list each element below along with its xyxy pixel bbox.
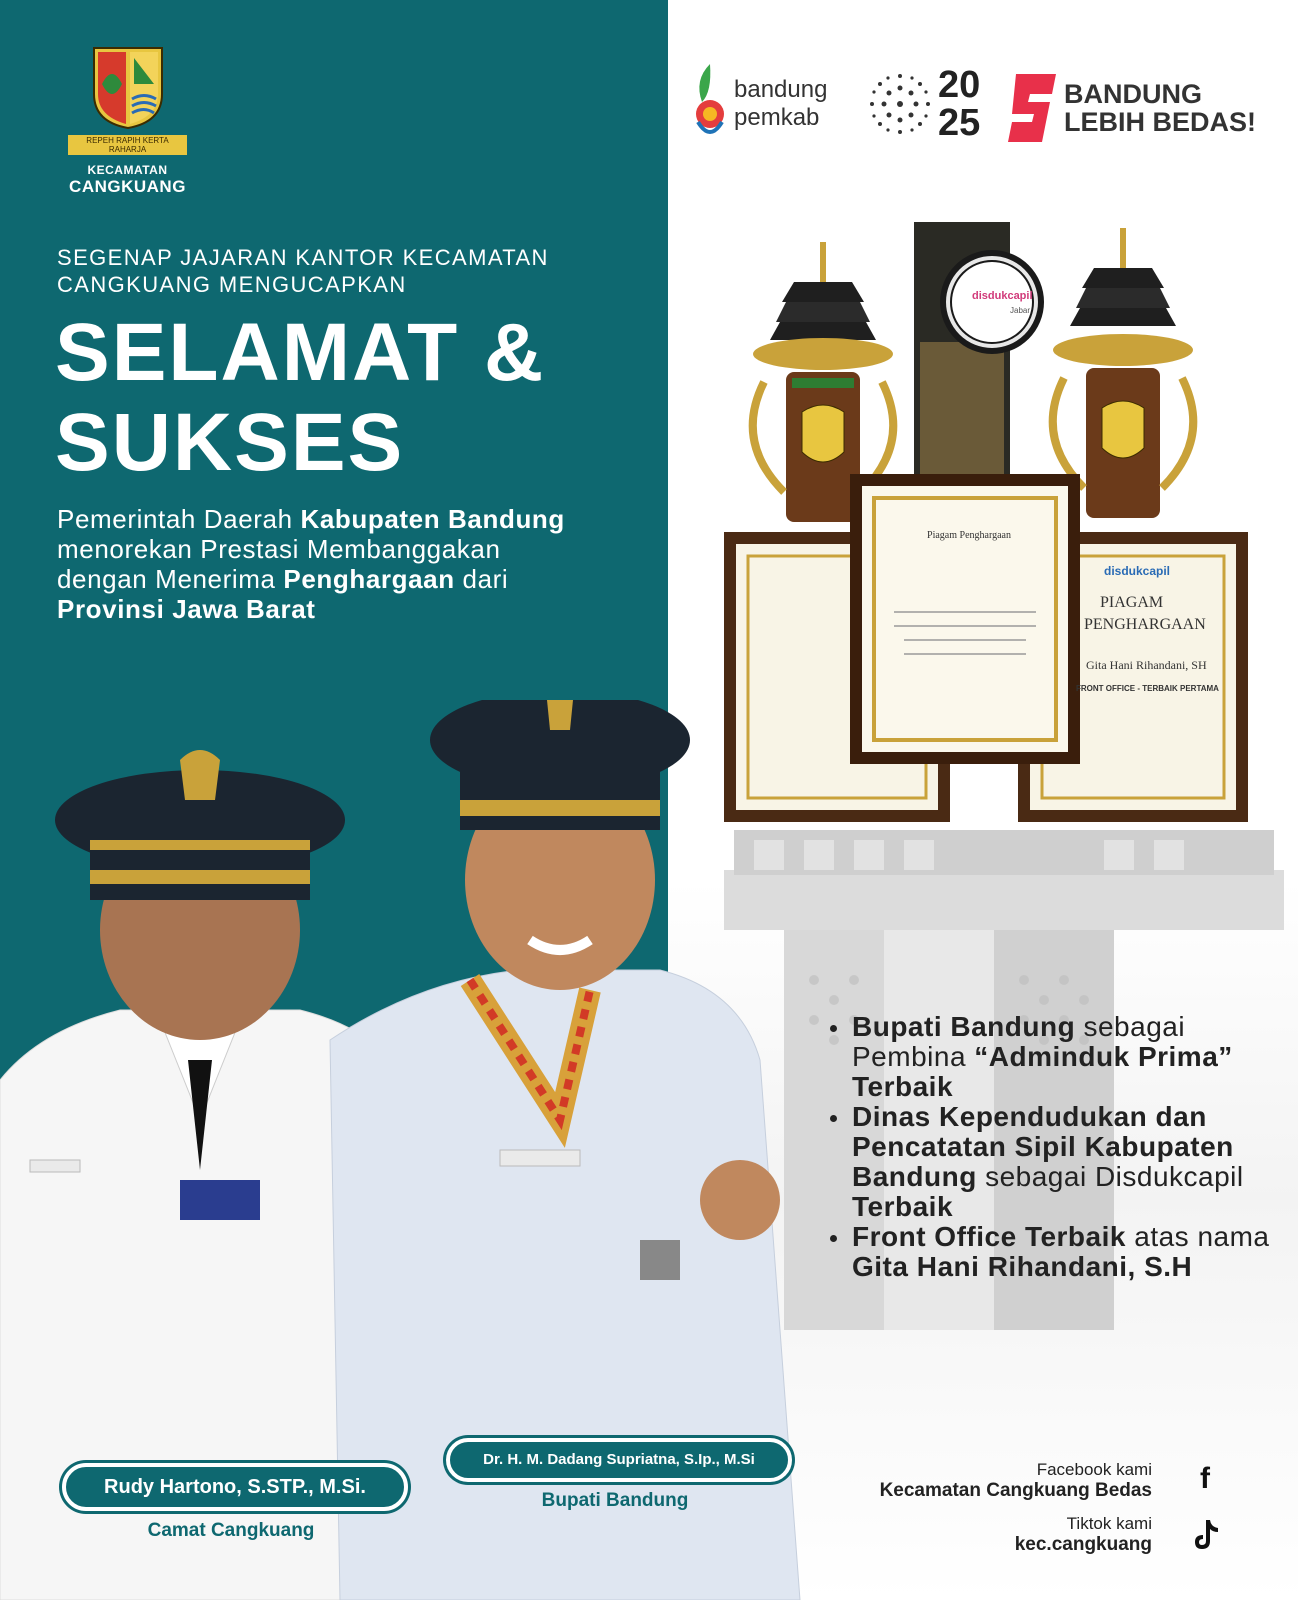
achievement-bold: Front Office Terbaik (852, 1221, 1126, 1252)
subtext-bold1: Kabupaten Bandung (300, 504, 565, 534)
achievement-text: atas nama (1125, 1221, 1270, 1252)
headline-line1: SELAMAT & (55, 307, 546, 398)
headline (55, 308, 545, 488)
logo-kecamatan-label: KECAMATAN (87, 163, 168, 177)
pemkab-label: pemkab (734, 104, 820, 131)
trophy-sub-label: Jabar (1010, 306, 1031, 315)
greeting-line1: SEGENAP JAJARAN KANTOR KECAMATAN (57, 245, 549, 270)
right-frame-category: FRONT OFFICE - TERBAIK PERTAMA (1076, 684, 1219, 693)
year-top-label: 20 (938, 64, 981, 106)
bedas-line1-label: BANDUNG (1064, 79, 1202, 109)
subtext-part4: dari (454, 564, 509, 594)
tiktok-label: Tiktok kami (1066, 1514, 1152, 1533)
subtext-part2: menorekan Prestasi Membanggakan (57, 534, 501, 564)
trophy-brand-label: disdukcapil (972, 290, 1033, 302)
center-frame-title: Piagam Penghargaan (927, 530, 1011, 541)
facebook-label: Facebook kami (1036, 1460, 1152, 1479)
bandung-label: bandung (734, 76, 828, 103)
logo-cangkuang-label: CANGKUANG (69, 177, 186, 196)
bandung-pemkab-leaf-icon (690, 62, 730, 144)
left-name-plate: Rudy Hartono, S.STP., M.Si. (62, 1463, 408, 1511)
kecamatan-logo (60, 44, 195, 197)
subtext-bold2: Penghargaan (283, 564, 455, 594)
facebook-handle[interactable]: Kecamatan Cangkuang Bedas (879, 1480, 1152, 1501)
achievement-bold: Terbaik (852, 1191, 954, 1222)
achievement-bold: Bupati Bandung (852, 1011, 1076, 1042)
year-bottom-label: 25 (938, 102, 981, 144)
tiktok-info (1015, 1514, 1152, 1556)
bedas-line2-label: LEBIH BEDAS! (1064, 107, 1257, 137)
left-role-label: Camat Cangkuang (147, 1520, 315, 1541)
center-certificate-frame (850, 474, 1080, 764)
right-frame-title1: PIAGAM (1100, 594, 1164, 611)
greeting-line2: CANGKUANG MENGUCAPKAN (57, 272, 407, 297)
right-name-plate: Dr. H. M. Dadang Supriatna, S.Ip., M.Si (446, 1438, 792, 1482)
achievement-item (852, 1012, 1272, 1102)
right-frame-brand: disdukcapil (1104, 564, 1171, 578)
achievement-text: sebagai Disdukcapil (976, 1161, 1244, 1192)
headline-line2: SUKSES (55, 397, 405, 488)
subtext-paragraph (57, 504, 677, 624)
achievement-bold: Gita Hani Rihandani, S.H (852, 1251, 1193, 1282)
tiktok-icon[interactable] (1192, 1518, 1220, 1552)
achievement-bold: “Adminduk Prima” Terbaik (852, 1041, 1233, 1102)
facebook-info (880, 1460, 1152, 1502)
kabupaten-crest-icon (88, 44, 168, 130)
facebook-icon[interactable]: f (1200, 1462, 1210, 1495)
right-frame-title2: PENGHARGAAN (1084, 616, 1206, 633)
subtext-part3: dengan Menerima (57, 564, 284, 594)
greeting-text (57, 244, 549, 298)
achievements-list (852, 1012, 1272, 1282)
achievement-item (852, 1222, 1272, 1282)
partner-logos (690, 62, 1290, 152)
bedas-s-icon (1006, 72, 1058, 144)
achievement-text: sebagai Pembina (852, 1011, 1186, 1072)
achievement-bold: Dinas Kependudukan dan Pencatatan Sipil Kabupaten Bandung (852, 1101, 1234, 1192)
right-frame-name: Gita Hani Rihandani, SH (1086, 658, 1207, 672)
tiktok-handle[interactable]: kec.cangkuang (1014, 1534, 1152, 1555)
achievement-item (852, 1102, 1272, 1222)
right-role-label: Bupati Bandung (541, 1490, 689, 1511)
sunburst-2025-icon (866, 70, 934, 138)
subtext-bold3: Provinsi Jawa Barat (57, 594, 316, 624)
logo-motto: REPEH RAPIH KERTA RAHARJA (68, 135, 187, 155)
subtext-part1: Pemerintah Daerah (57, 504, 301, 534)
